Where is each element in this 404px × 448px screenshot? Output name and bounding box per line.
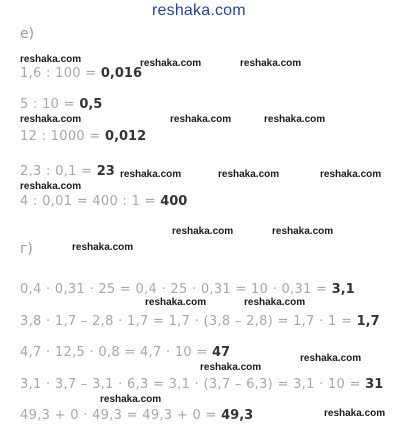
equation-answer: 0,012 — [105, 129, 147, 144]
equation-line — [20, 377, 383, 392]
watermark: reshaka.com — [20, 114, 82, 125]
equation-answer: 400 — [160, 194, 188, 209]
watermark: reshaka.com — [20, 181, 82, 192]
watermark: reshaka.com — [264, 114, 326, 125]
watermark: reshaka.com — [72, 242, 134, 253]
watermark: reshaka.com — [324, 408, 386, 419]
watermark: reshaka.com — [240, 58, 302, 69]
watermark: reshaka.com — [244, 297, 306, 308]
equation-expression: 4,7 · 12,5 · 0,8 = 4,7 · 10 = — [20, 345, 213, 360]
watermark: reshaka.com — [320, 169, 382, 180]
watermark: reshaka.com — [170, 114, 232, 125]
equation-expression: 2,3 : 0,1 = — [20, 164, 97, 179]
section-label-e: е) — [20, 26, 35, 42]
equation-expression: 0,4 · 0,31 · 25 = 0,4 · 25 · 0,31 = 10 · 0,31 = — [20, 282, 332, 297]
equation-expression: 3,1 · 3,7 – 3,1 · 6,3 = 3,1 · (3,7 – 6,3) = 3,1 · 10 = — [20, 377, 366, 392]
watermark: reshaka.com — [100, 394, 162, 405]
equation-answer: 3,1 — [331, 282, 355, 297]
equation-expression: 3,8 · 1,7 – 2,8 · 1,7 = 1,7 · (3,8 – 2,8) = 1,7 · 1 = — [20, 314, 357, 329]
equation-line — [20, 164, 115, 179]
watermark: reshaka.com — [200, 362, 262, 373]
equation-expression: 1,6 : 100 = — [20, 66, 101, 81]
equation-line — [20, 194, 187, 209]
equation-line — [20, 345, 230, 360]
watermark: reshaka.com — [172, 226, 234, 237]
equation-line — [20, 282, 355, 297]
watermark: reshaka.com — [272, 226, 334, 237]
equation-answer: 1,7 — [356, 314, 380, 329]
watermark: reshaka.com — [145, 297, 207, 308]
watermark: reshaka.com — [218, 169, 280, 180]
equation-answer: 0,5 — [79, 97, 103, 112]
equation-line — [20, 97, 102, 112]
watermark: reshaka.com — [140, 58, 202, 69]
equation-answer: 49,3 — [221, 408, 254, 423]
watermark: reshaka.com — [300, 353, 362, 364]
watermark: reshaka.com — [20, 54, 82, 65]
equation-expression: 12 : 1000 = — [20, 129, 106, 144]
equation-line — [20, 408, 253, 423]
equation-line — [20, 66, 142, 81]
site-title[interactable]: reshaka.com — [152, 2, 246, 19]
equation-answer: 23 — [96, 164, 115, 179]
equation-answer: 47 — [212, 345, 231, 360]
watermark: reshaka.com — [120, 169, 182, 180]
equation-expression: 4 : 0,01 = 400 : 1 = — [20, 194, 161, 209]
equation-expression: 5 : 10 = — [20, 97, 80, 112]
equation-line — [20, 129, 146, 144]
equation-line — [20, 314, 380, 329]
equation-answer: 31 — [365, 377, 384, 392]
section-label-g: г) — [20, 241, 33, 257]
equation-answer: 0,016 — [100, 66, 143, 81]
equation-expression: 49,3 + 0 · 49,3 = 49,3 + 0 = — [20, 408, 222, 423]
